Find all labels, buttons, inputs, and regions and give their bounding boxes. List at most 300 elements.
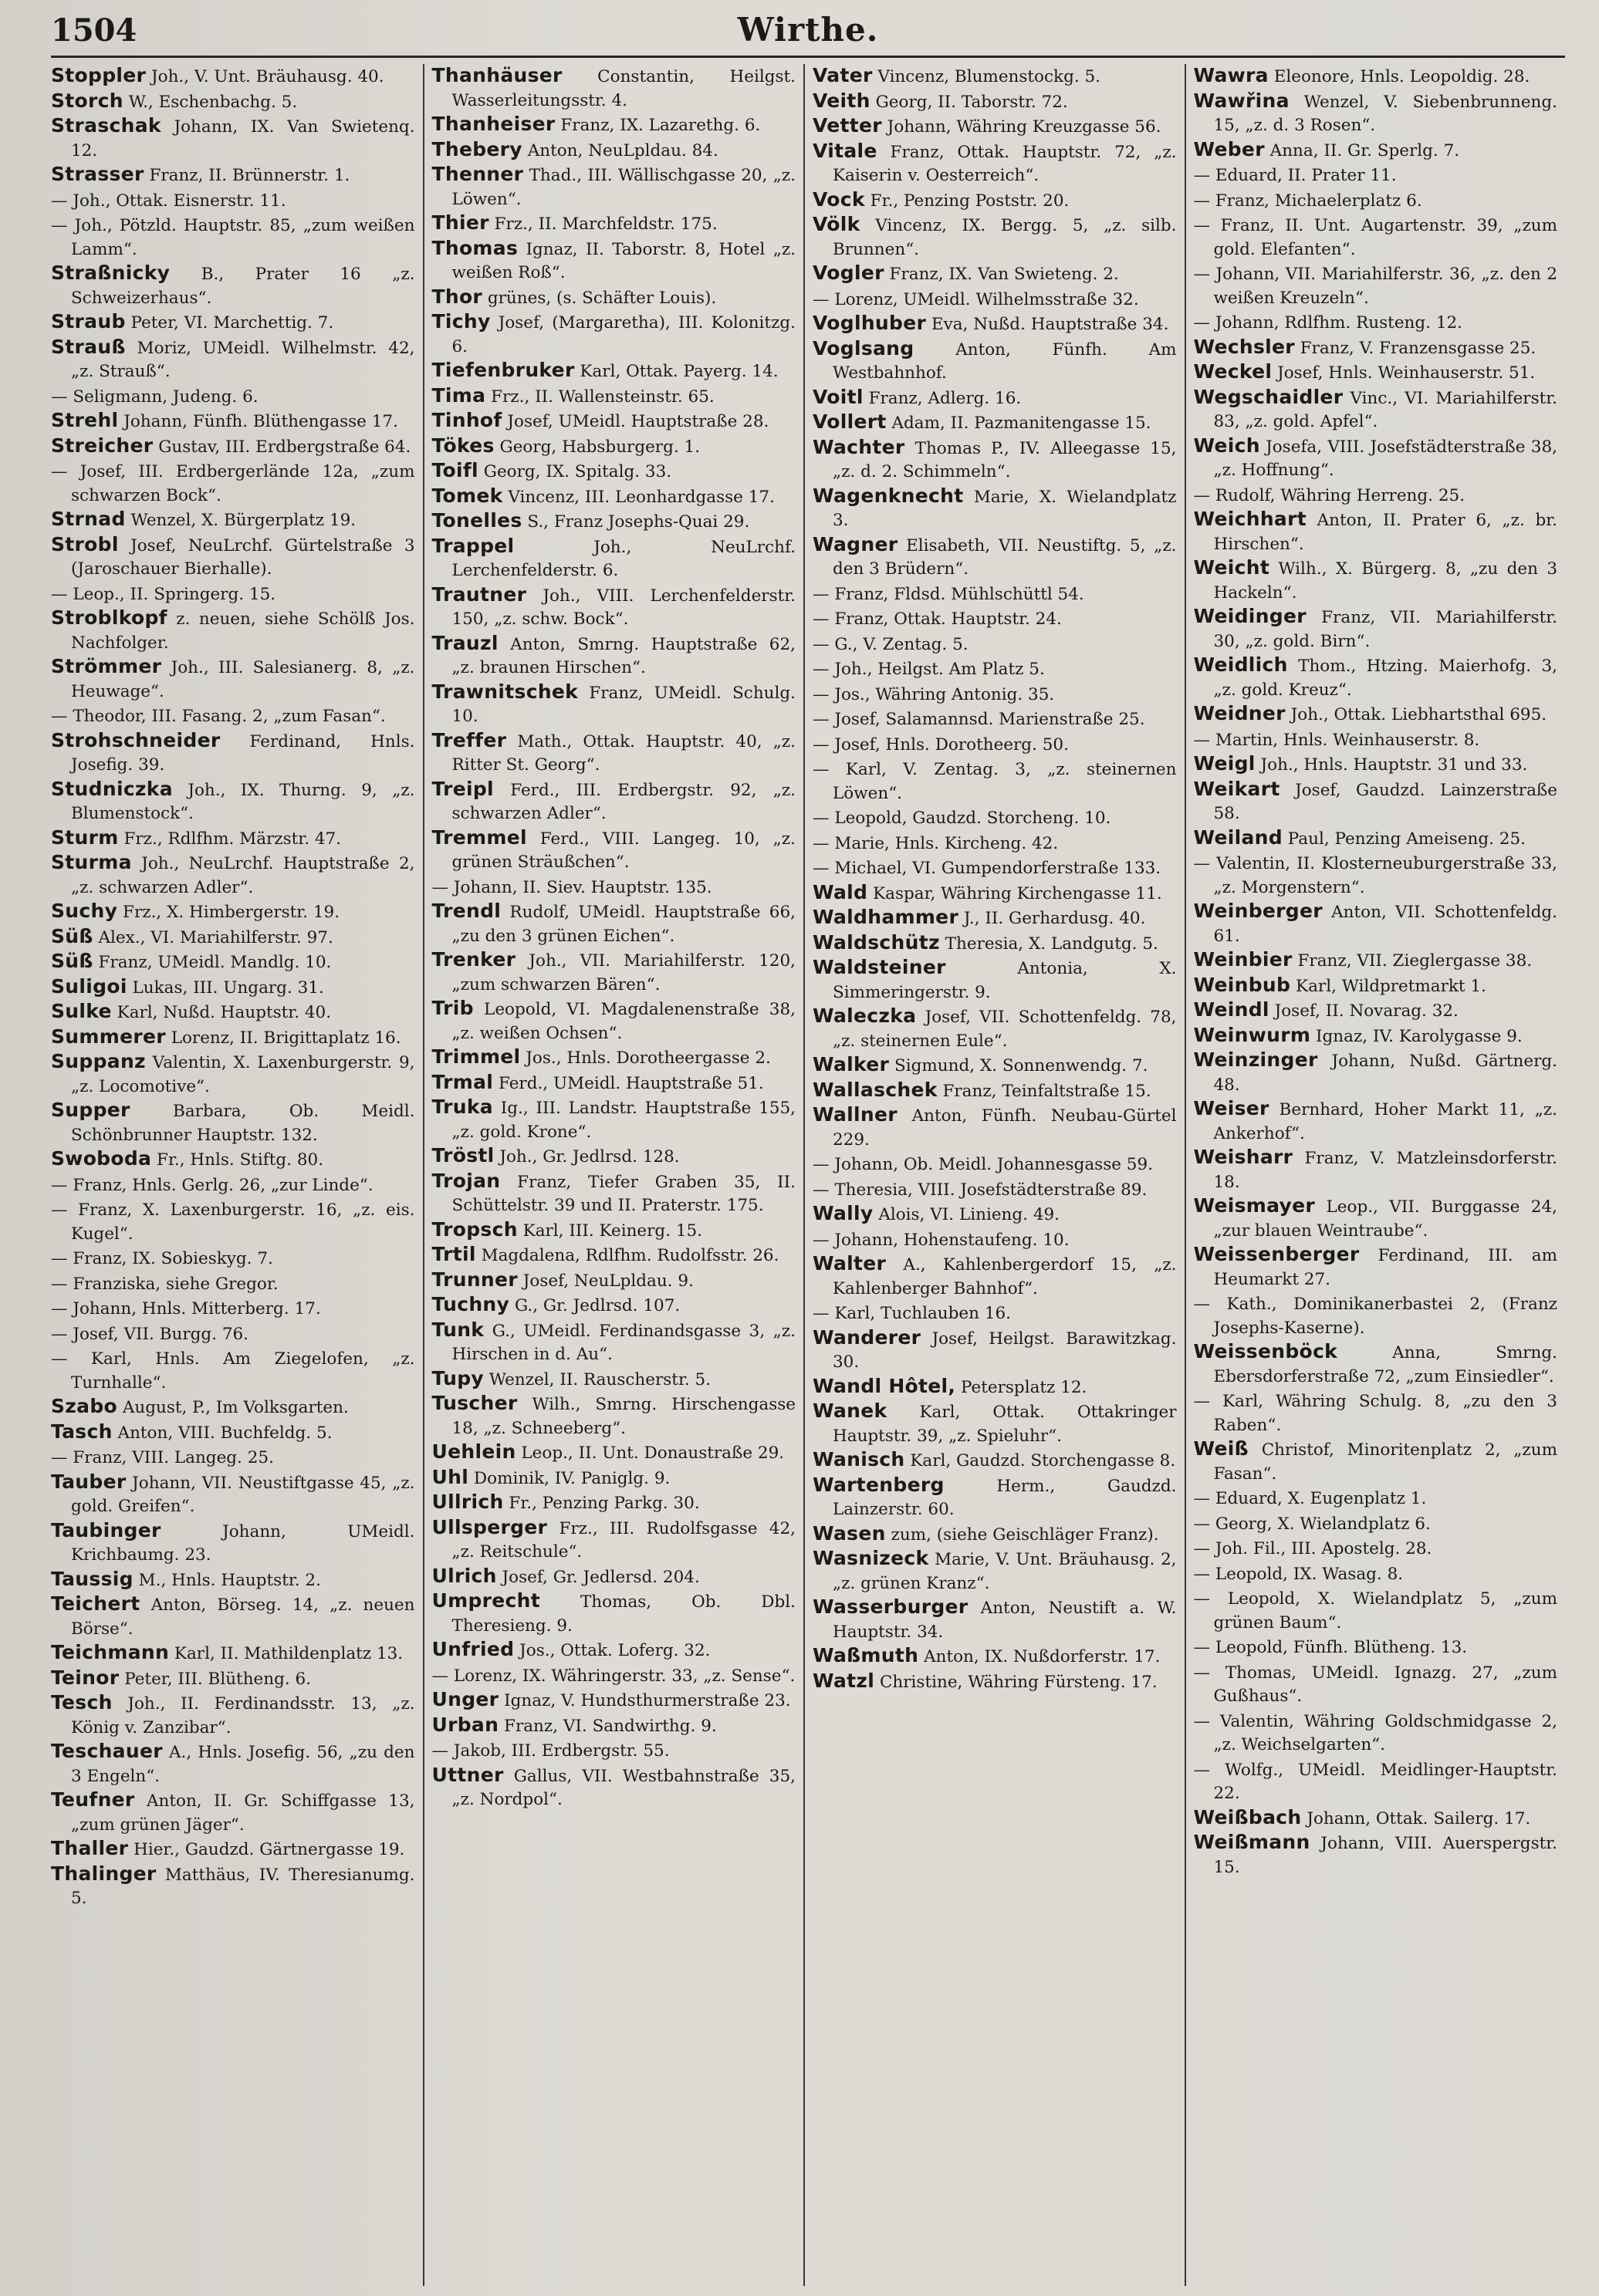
entry-text: Georg, IX. Spitalg. 33.	[478, 462, 672, 481]
directory-columns	[51, 64, 1565, 2286]
directory-entry	[813, 436, 1177, 485]
directory-entry	[432, 1516, 796, 1565]
entry-text: — Joh., Ottak. Eisnerstr. 11.	[51, 191, 286, 211]
entry-name: Teschauer	[51, 1740, 163, 1762]
directory-entry	[813, 386, 1177, 411]
entry-text: Frz., III. Rudolfsgasse 42, „z. Reitschule“.	[451, 1518, 796, 1562]
entry-name: Tiefenbruker	[431, 359, 575, 381]
entry-name: Sturma	[51, 851, 132, 873]
directory-entry	[813, 312, 1177, 337]
directory-entry	[813, 682, 1177, 707]
entry-text: — Josef, Hnls. Dorotheerg. 50.	[813, 734, 1069, 755]
entry-text: Anton, Smrng. Hauptstraße 62, „z. braunen Hirschen“.	[451, 634, 796, 677]
entry-text: Leopold, VI. Magdalenenstraße 38, „z. weißen Ochsen“.	[451, 1000, 796, 1043]
entry-text: Christof, Minoritenplatz 2, „zum Fasan“.	[1213, 1440, 1557, 1484]
entry-name: Wally	[813, 1202, 874, 1224]
entry-text: Vinc., VI. Mariahilferstr. 83, „z. gold. Apfel“.	[1213, 388, 1557, 431]
directory-entry	[51, 950, 415, 975]
entry-text: Georg, Habsburgerg. 1.	[494, 437, 701, 457]
directory-entry	[51, 1173, 415, 1198]
entry-name: Straßnicky	[51, 262, 171, 284]
directory-entry	[51, 533, 415, 582]
directory-entry	[432, 1045, 796, 1071]
entry-text: Sigmund, X. Sonnenwendg. 7.	[889, 1056, 1148, 1075]
entry-text: Joh., II. Ferdinandsstr. 13, „z. König v. Zanzibar“.	[71, 1694, 415, 1737]
column-4	[1185, 64, 1566, 2286]
entry-text: Joh., VII. Mariahilferstr. 120, „zum schwarzen Bären“.	[451, 951, 796, 994]
entry-text: — Franz, Michaelerplatz 6.	[1193, 191, 1422, 211]
entry-name: Wasserburger	[813, 1595, 969, 1618]
entry-text: — Kath., Dominikanerbastei 2, (Franz Josephs-Kaserne).	[1193, 1295, 1557, 1338]
directory-entry	[432, 583, 796, 632]
entry-text: Peter, III. Blütheng. 6.	[119, 1669, 312, 1689]
entry-text: — Franz, VIII. Langeg. 25.	[51, 1448, 274, 1467]
entry-name: Thanhäuser	[431, 64, 563, 86]
directory-entry	[432, 138, 796, 164]
entry-text: Anna, II. Gr. Sperlg. 7.	[1264, 140, 1460, 160]
entry-name: Voglsang	[813, 336, 914, 360]
entry-text: — Jakob, III. Erdbergstr. 55.	[431, 1741, 670, 1761]
directory-entry	[813, 89, 1177, 115]
entry-name: Weigl	[1193, 752, 1256, 775]
entry-name: Wachter	[813, 435, 905, 458]
entry-name: Weißbach	[1193, 1805, 1302, 1828]
entry-name: Trunner	[431, 1268, 518, 1291]
entry-name: Weidlich	[1193, 653, 1288, 676]
entry-name: Ulrich	[431, 1564, 497, 1587]
directory-entry	[813, 140, 1177, 188]
entry-name: Strehl	[51, 409, 119, 431]
entry-text: Joh., NeuLrchf. Lerchenfelderstr. 6.	[451, 537, 796, 580]
directory-entry	[51, 1470, 415, 1519]
directory-entry	[1194, 163, 1558, 188]
entry-text: Ignaz, V. Hundsthurmerstraße 23.	[499, 1691, 791, 1710]
column-1	[51, 64, 423, 2286]
directory-entry	[51, 163, 415, 188]
entry-text: Joh., III. Salesianerg. 8, „z. Heuwage“.	[71, 658, 415, 701]
entry-text: — Franz, Hnls. Gerlg. 26, „zur Linde“.	[51, 1175, 374, 1195]
directory-entry	[813, 410, 1177, 436]
page-header	[51, 8, 1565, 58]
directory-entry	[432, 1096, 796, 1144]
entry-text: — Lorenz, UMeidl. Wilhelmsstraße 32.	[813, 289, 1139, 309]
entry-name: Weindl	[1193, 998, 1269, 1021]
entry-text: — Franz, Fldsd. Mühlschüttl 54.	[813, 584, 1084, 604]
entry-text: Rudolf, UMeidl. Hauptstraße 66, „zu den 3 grünen Eichen“.	[451, 903, 796, 946]
directory-entry	[813, 881, 1177, 907]
entry-text: Franz, VII. Mariahilferstr. 30, „z. gold. Birn“.	[1213, 608, 1557, 651]
entry-text: Franz, VI. Sandwirthg. 9.	[499, 1716, 717, 1736]
entry-text: Franz, Teinfaltstraße 15.	[937, 1081, 1151, 1101]
entry-name: Wallaschek	[813, 1078, 938, 1101]
entry-name: Waldhammer	[813, 906, 959, 928]
entry-name: Thaller	[51, 1837, 129, 1859]
directory-entry	[1194, 360, 1558, 386]
entry-name: Tauber	[51, 1470, 127, 1493]
directory-entry	[51, 1147, 415, 1173]
entry-name: Treffer	[431, 728, 507, 751]
entry-text: Christine, Währing Fürsteng. 17.	[874, 1672, 1158, 1692]
entry-text: — Franz, IX. Sobieskyg. 7.	[51, 1249, 273, 1268]
directory-entry	[1194, 1292, 1558, 1340]
directory-entry	[432, 1638, 796, 1663]
entry-name: Thanheiser	[431, 113, 556, 135]
directory-entry	[51, 1445, 415, 1470]
entry-text: Fr., Penzing Parkg. 30.	[503, 1494, 700, 1513]
entry-text: — Franz, II. Unt. Augartenstr. 39, „zum gold. Elefanten“.	[1193, 216, 1557, 259]
entry-text: — Jos., Währing Antonig. 35.	[813, 684, 1055, 704]
entry-name: Weicht	[1193, 556, 1270, 579]
entry-name: Tima	[431, 383, 486, 407]
entry-name: Tropsch	[431, 1217, 518, 1241]
directory-entry	[51, 1395, 415, 1420]
entry-text: Petersplatz 12.	[955, 1377, 1087, 1397]
entry-text: Josef, UMeidl. Hauptstraße 28.	[502, 412, 769, 431]
entry-text: Wenzel, II. Rauscherstr. 5.	[484, 1369, 712, 1389]
entry-name: Trauzl	[431, 631, 499, 654]
entry-text: Vincenz, III. Leonhardgasse 17.	[502, 487, 775, 507]
directory-entry	[1194, 188, 1558, 214]
entry-name: Straschak	[51, 114, 161, 137]
entry-name: Tasch	[51, 1420, 113, 1443]
directory-entry	[432, 900, 796, 948]
entry-text: Bernhard, Hoher Markt 11, „z. Ankerhof“.	[1213, 1100, 1557, 1143]
entry-text: Karl, III. Keinerg. 15.	[517, 1221, 703, 1241]
entry-text: — Thomas, UMeidl. Ignazg. 27, „zum Gußhaus“.	[1193, 1663, 1557, 1706]
directory-entry	[1194, 386, 1558, 434]
entry-text: — Leop., II. Springerg. 15.	[51, 584, 276, 604]
entry-text: Franz, II. Brünnerstr. 1.	[144, 166, 350, 185]
entry-text: Moriz, UMeidl. Wilhelmstr. 42, „z. Strauß“.	[71, 338, 415, 381]
entry-text: Anton, II. Gr. Schiffgasse 13, „zum grünen Jäger“.	[71, 1791, 415, 1835]
directory-entry	[813, 1375, 1177, 1400]
entry-text: Math., Ottak. Hauptstr. 40, „z. Ritter St. Georg“.	[451, 731, 796, 775]
entry-text: August, P., Im Volksgarten.	[117, 1398, 349, 1417]
entry-text: Franz, UMeidl. Mandlg. 10.	[93, 953, 332, 972]
entry-name: Strnad	[51, 508, 126, 530]
entry-text: A., Hnls. Josefig. 56, „zu den 3 Engeln“.	[71, 1743, 415, 1786]
entry-text: Franz, VII. Zieglergasse 38.	[1292, 951, 1533, 971]
directory-entry	[813, 1301, 1177, 1326]
entry-name: Voglhuber	[813, 312, 927, 334]
entry-text: Joh., Hnls. Hauptstr. 31 und 33.	[1255, 755, 1528, 775]
directory-entry	[813, 956, 1177, 1004]
directory-entry	[813, 64, 1177, 89]
directory-entry	[432, 384, 796, 410]
entry-text: Hier., Gaudzd. Gärtnergasse 19.	[128, 1840, 405, 1859]
entry-name: Sulke	[51, 1000, 112, 1022]
entry-text: Anton, II. Prater 6, „z. br. Hirschen“.	[1213, 511, 1557, 554]
entry-text: Wenzel, X. Bürgerplatz 19.	[125, 511, 357, 530]
directory-entry	[51, 826, 415, 852]
entry-name: Straub	[51, 310, 126, 333]
directory-entry	[813, 337, 1177, 386]
directory-entry	[1194, 1437, 1558, 1486]
directory-entry	[51, 508, 415, 533]
directory-entry	[51, 1862, 415, 1911]
entry-name: Watzl	[813, 1669, 875, 1692]
entry-text: Dominik, IV. Paniglg. 9.	[468, 1468, 671, 1488]
entry-name: Supper	[51, 1099, 130, 1121]
entry-name: Taussig	[51, 1567, 134, 1590]
directory-entry	[813, 1152, 1177, 1177]
directory-entry	[51, 1099, 415, 1147]
entry-text: — Leopold, IX. Wasag. 8.	[1193, 1564, 1404, 1584]
directory-entry	[1194, 605, 1558, 653]
directory-entry	[1194, 1757, 1558, 1806]
directory-entry	[432, 1491, 796, 1516]
entry-text: Josef, NeuLpldau. 9.	[517, 1271, 694, 1291]
directory-entry	[51, 336, 415, 384]
entry-text: Franz, V. Franzensgasse 25.	[1294, 338, 1536, 358]
directory-entry	[51, 1050, 415, 1099]
directory-entry	[432, 1589, 796, 1638]
directory-entry	[1194, 1024, 1558, 1049]
entry-name: Unfried	[431, 1638, 515, 1660]
entry-name: Sturm	[51, 826, 119, 849]
entry-name: Weissenberger	[1193, 1243, 1360, 1265]
entry-text: — Leopold, Fünfh. Blütheng. 13.	[1193, 1638, 1468, 1657]
directory-entry	[51, 851, 415, 900]
entry-name: Wallner	[813, 1103, 898, 1126]
entry-text: Johann, VIII. Auerspergstr. 15.	[1213, 1834, 1557, 1877]
directory-entry	[51, 1837, 415, 1862]
directory-entry	[813, 1547, 1177, 1595]
entry-text: Frz., II. Wallensteinstr. 65.	[485, 387, 715, 407]
entry-text: Joh., VIII. Lerchenfelderstr. 150, „z. schw. Bock“.	[451, 586, 796, 629]
entry-text: Ferd., UMeidl. Hauptstraße 51.	[493, 1073, 764, 1093]
directory-entry	[813, 1053, 1177, 1079]
entry-text: — Karl, V. Zentag. 3, „z. steinernen Löwen“.	[813, 760, 1177, 803]
entry-text: Georg, II. Taborstr. 72.	[870, 92, 1068, 112]
entry-text: — Eduard, X. Eugenplatz 1.	[1193, 1489, 1427, 1508]
entry-name: Weiland	[1193, 826, 1283, 849]
entry-text: Josef, II. Novarag. 32.	[1269, 1001, 1459, 1021]
entry-name: Wanisch	[813, 1448, 905, 1470]
directory-entry	[1194, 1389, 1558, 1437]
entry-text: — Valentin, Währing Goldschmidgasse 2, „z. Weichselgarten“.	[1193, 1711, 1557, 1754]
directory-entry	[1194, 89, 1558, 138]
directory-entry	[432, 948, 796, 997]
directory-entry	[1194, 508, 1558, 556]
entry-text: Gallus, VII. Westbahnstraße 35, „z. Nordpol“.	[451, 1766, 796, 1809]
entry-name: Waldschütz	[813, 930, 940, 954]
directory-entry	[813, 1177, 1177, 1203]
entry-name: Weinzinger	[1193, 1048, 1318, 1071]
entry-name: Uehlein	[431, 1440, 516, 1463]
entry-name: Wanderer	[813, 1325, 921, 1349]
entry-name: Tupy	[431, 1366, 484, 1389]
directory-entry	[432, 310, 796, 359]
entry-text: Johann, Ottak. Sailerg. 17.	[1301, 1808, 1531, 1828]
entry-name: Wegschaidler	[1193, 385, 1344, 408]
directory-entry	[1194, 483, 1558, 508]
directory-entry	[813, 707, 1177, 732]
entry-name: Storch	[51, 89, 123, 112]
entry-text: Frz., Rdlfhm. Märzstr. 47.	[118, 829, 342, 849]
directory-entry	[51, 1691, 415, 1740]
entry-text: Josef, NeuLrchf. Gürtelstraße 3 (Jaroschauer Bierhalle).	[71, 535, 415, 579]
entry-text: Vincenz, Blumenstockg. 5.	[872, 67, 1101, 86]
directory-entry	[51, 655, 415, 704]
directory-entry	[432, 211, 796, 237]
entry-text: Joh., Ottak. Liebhartsthal 695.	[1285, 705, 1547, 724]
directory-entry	[813, 1670, 1177, 1695]
entry-text: — Josef, Salamannsd. Marienstraße 25.	[813, 710, 1145, 729]
entry-text: Jos., Hnls. Dorotheergasse 2.	[520, 1048, 771, 1068]
directory-entry	[432, 1268, 796, 1294]
directory-entry	[51, 213, 415, 262]
directory-entry	[813, 1103, 1177, 1152]
entry-name: Wartenberg	[813, 1473, 945, 1496]
directory-entry	[51, 409, 415, 434]
entry-text: — Johann, Rdlfhm. Rusteng. 12.	[1193, 313, 1463, 333]
entry-name: Strauß	[51, 335, 126, 358]
directory-entry	[813, 931, 1177, 957]
entry-text: Kaspar, Währing Kirchengasse 11.	[867, 883, 1162, 903]
directory-entry	[51, 729, 415, 778]
entry-text: Anton, Börseg. 14, „z. neuen Börse“.	[71, 1595, 415, 1639]
directory-entry	[432, 359, 796, 384]
directory-entry	[432, 1466, 796, 1491]
directory-entry	[1194, 1586, 1558, 1635]
column-3	[803, 64, 1185, 2286]
entry-text: Franz, Adlerg. 16.	[863, 388, 1022, 408]
entry-text: — Joh., Heilgst. Am Platz 5.	[813, 660, 1045, 679]
entry-name: Vogler	[813, 262, 884, 284]
entry-text: — Franziska, siehe Gregor.	[51, 1274, 279, 1294]
entry-name: Weber	[1193, 137, 1265, 160]
entry-name: Wasen	[813, 1521, 886, 1545]
entry-text: Anton, Fünfh. Neubau-Gürtel 229.	[833, 1106, 1177, 1150]
directory-entry	[1194, 702, 1558, 728]
entry-name: Teufner	[51, 1788, 135, 1811]
entry-name: Wagenknecht	[813, 484, 964, 507]
directory-entry	[51, 1271, 415, 1297]
entry-name: Tinhof	[431, 409, 502, 431]
entry-text: Gustav, III. Erdbergstraße 64.	[153, 437, 411, 457]
directory-entry	[1194, 948, 1558, 974]
entry-name: Tremmel	[431, 826, 527, 849]
entry-text: — Leopold, Gaudzd. Storcheng. 10.	[813, 809, 1111, 828]
directory-entry	[51, 1420, 415, 1446]
entry-name: Walker	[813, 1053, 890, 1075]
entry-name: Tröstl	[431, 1144, 495, 1167]
directory-entry	[432, 485, 796, 510]
entry-text: Paul, Penzing Ameiseng. 25.	[1282, 829, 1526, 849]
directory-entry	[51, 1000, 415, 1025]
directory-entry	[813, 831, 1177, 856]
entry-text: Johann, Nußd. Gärtnerg. 48.	[1213, 1052, 1557, 1095]
entry-name: Swoboda	[51, 1147, 152, 1170]
entry-name: Thenner	[431, 163, 524, 185]
entry-text: Jos., Ottak. Loferg. 32.	[514, 1641, 711, 1660]
directory-entry	[813, 906, 1177, 931]
entry-text: Franz, Ottak. Hauptstr. 72, „z. Kaiserin v. Oesterreich“.	[833, 142, 1177, 185]
entry-name: Trib	[431, 997, 474, 1019]
directory-entry	[1194, 1806, 1558, 1832]
directory-entry	[51, 1740, 415, 1788]
entry-name: Tökes	[431, 434, 495, 457]
entry-text: Ignaz, IV. Karolygasse 9.	[1310, 1026, 1523, 1046]
entry-text: Lukas, III. Ungarg. 31.	[127, 977, 324, 998]
directory-entry	[813, 1004, 1177, 1053]
entry-name: Toifl	[431, 459, 478, 481]
directory-entry	[813, 188, 1177, 214]
directory-entry	[51, 89, 415, 115]
directory-entry	[813, 262, 1177, 287]
entry-name: Waldsteiner	[813, 956, 946, 978]
entry-name: Studniczka	[51, 777, 173, 800]
entry-text: M., Hnls. Hauptstr. 2.	[133, 1570, 321, 1590]
page-title: Wirthe.	[737, 11, 879, 49]
entry-text: — Franz, Ottak. Hauptstr. 24.	[813, 609, 1062, 629]
directory-entry	[432, 64, 796, 113]
entry-text: Anton, VIII. Buchfeldg. 5.	[112, 1423, 333, 1443]
entry-text: — Johann, VII. Mariahilferstr. 36, „z. den 2 weißen Kreuzeln“.	[1193, 265, 1557, 308]
column-2	[423, 64, 804, 2286]
entry-name: Walter	[813, 1252, 887, 1275]
entry-text: G., Gr. Jedlrsd. 107.	[509, 1296, 681, 1315]
entry-text: Johann, VII. Neustiftgasse 45, „z. gold. Greifen“.	[71, 1473, 415, 1516]
directory-entry	[813, 1474, 1177, 1522]
directory-entry	[51, 310, 415, 336]
entry-name: Wawra	[1193, 64, 1269, 86]
entry-text: Anton, Neustift a. W. Hauptstr. 34.	[833, 1599, 1177, 1642]
entry-name: Vetter	[813, 114, 882, 137]
entry-text: Karl, Ottak. Ottakringer Hauptstr. 39, „z. Spieluhr“.	[833, 1403, 1177, 1446]
page-number: 1504	[51, 12, 137, 49]
directory-entry	[813, 287, 1177, 312]
directory-entry	[432, 680, 796, 729]
entry-text: B., Prater 16 „z. Schweizerhaus“.	[71, 265, 415, 308]
entry-text: Ferd., III. Erdbergstr. 92, „z. schwarzen Adler“.	[451, 780, 796, 823]
entry-text: Franz, V. Matzleinsdorferstr. 18.	[1213, 1149, 1557, 1192]
directory-entry	[432, 1565, 796, 1590]
directory-entry	[1194, 556, 1558, 605]
entry-name: Wawřina	[1193, 89, 1290, 112]
entry-text: Josef, Gaudzd. Lainzerstraße 58.	[1213, 780, 1557, 823]
directory-entry	[51, 434, 415, 460]
directory-entry	[1194, 1048, 1558, 1097]
entry-name: Stroblkopf	[51, 606, 167, 629]
directory-entry	[813, 1522, 1177, 1548]
entry-text: Ig., III. Landstr. Hauptstraße 155, „z. gold. Krone“.	[451, 1099, 796, 1142]
entry-text: Karl, Gaudzd. Storchengasse 8.	[904, 1451, 1176, 1470]
directory-entry	[1194, 826, 1558, 852]
entry-text: Alex., VI. Mariahilferstr. 97.	[93, 927, 333, 947]
entry-text: — Michael, VI. Gumpendorferstraße 133.	[813, 859, 1161, 878]
directory-entry	[813, 1079, 1177, 1104]
entry-name: Uhl	[431, 1465, 469, 1488]
entry-name: Trojan	[431, 1169, 501, 1192]
entry-text: — Joh., Pötzld. Hauptstr. 85, „zum weißen Lamm“.	[51, 216, 415, 259]
entry-text: Thomas P., IV. Alleegasse 15, „z. d. 2. Schimmeln“.	[833, 438, 1177, 481]
entry-name: Waßmuth	[813, 1644, 919, 1666]
directory-entry	[51, 384, 415, 410]
directory-entry	[432, 1218, 796, 1244]
directory-entry	[51, 1519, 415, 1568]
directory-entry	[813, 533, 1177, 582]
entry-text: — Seligmann, Judeng. 6.	[51, 387, 259, 407]
entry-name: Teichert	[51, 1592, 140, 1615]
entry-text: Elisabeth, VII. Neustiftg. 5, „z. den 3 Brüdern“.	[833, 535, 1177, 579]
directory-entry	[432, 1170, 796, 1218]
directory-entry	[813, 1227, 1177, 1253]
directory-entry	[432, 1738, 796, 1764]
entry-text: Anton, NeuLpldau. 84.	[522, 140, 718, 160]
directory-entry	[432, 1440, 796, 1466]
